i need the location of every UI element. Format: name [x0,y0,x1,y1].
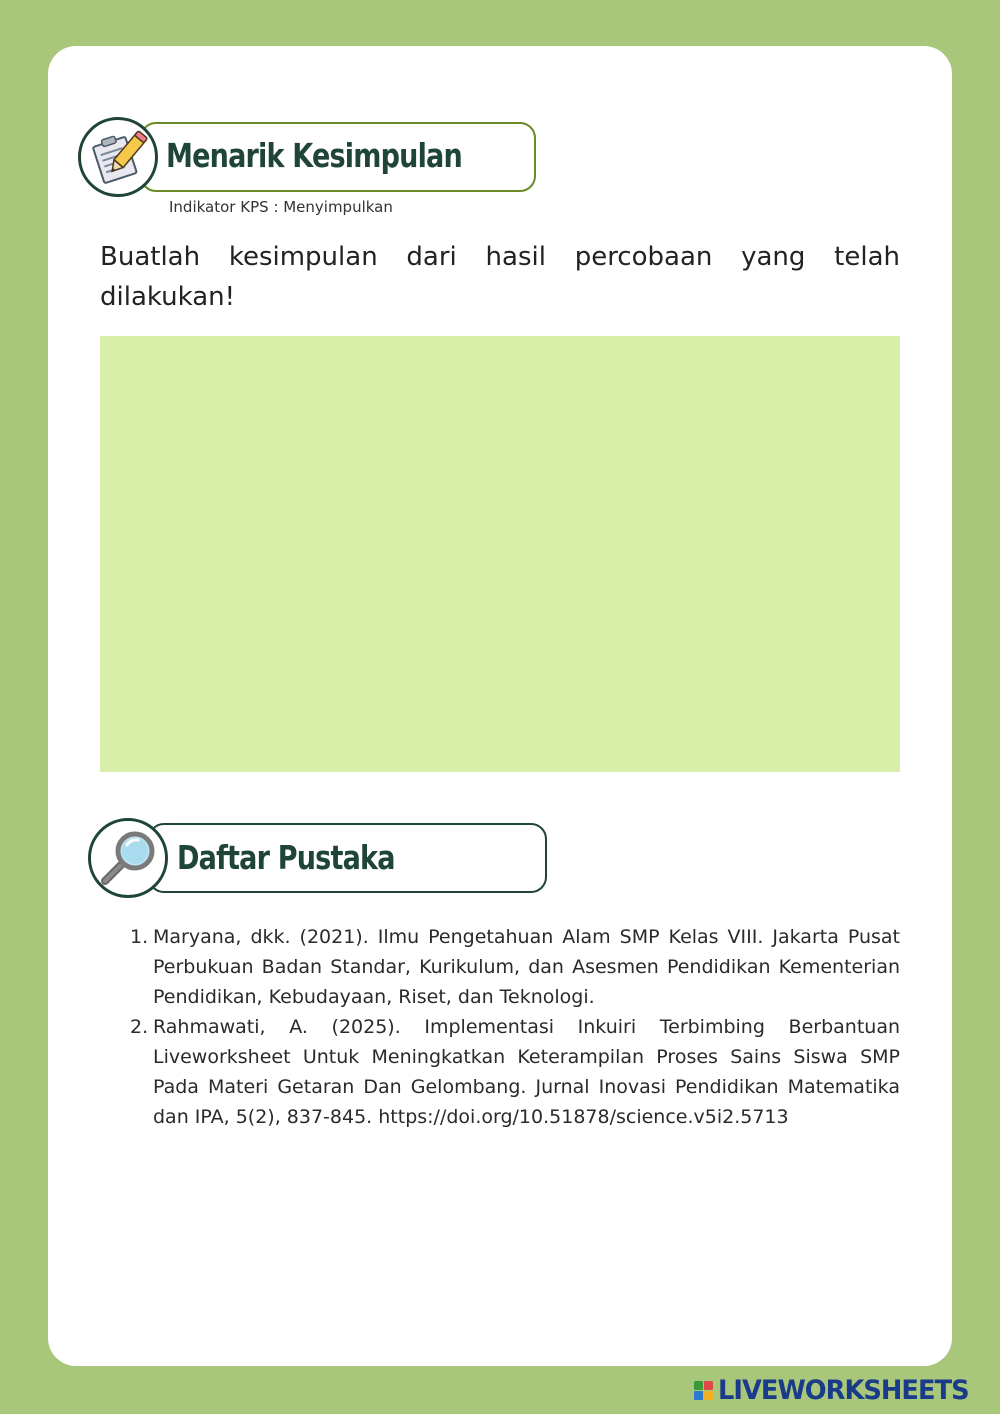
logo-cell [694,1391,703,1400]
reference-item [116,922,900,1012]
reference-number: 1. [130,926,149,948]
reference-item [116,1012,900,1132]
reference-number: 2. [130,1016,149,1038]
references-badge [88,818,168,898]
logo-text: LIVEWORKSHEETS [718,1374,969,1406]
conclusion-title: Menarik Kesimpulan [166,136,462,175]
reference-text: Maryana, dkk. (2021). Ilmu Pengetahuan Alam SMP Kelas VIII. Jakarta Pusat Perbukuan Badan Standar, Kurikulum, dan Asesmen Pendidikan Kementerian Pendidikan, Kebudayaan, Riset, dan Teknologi. [153,926,900,1008]
references-title: Daftar Pustaka [177,838,395,877]
reference-list [116,922,900,1132]
logo-cell [694,1381,703,1390]
kps-indicator: Indikator KPS : Menyimpulkan [169,198,393,216]
reference-text: Rahmawati, A. (2025). Implementasi Inkuiri Terbimbing Berbantuan Liveworksheet Untuk Meningkatkan Keterampilan Proses Sains Siswa SMP Pada Materi Getaran Dan Gelombang. Jurnal Inovasi Pendidikan Matematika dan IPA, 5(2), 837-845. https://doi.org/10.51878/science.v5i2.5713 [153,1016,900,1128]
logo-mark-icon [694,1381,713,1400]
conclusion-badge [78,117,158,197]
logo-cell [704,1391,713,1400]
magnifier-icon [91,821,165,895]
conclusion-prompt: Buatlah kesimpulan dari hasil percobaan yang telah dilakukan! [100,242,900,312]
conclusion-answer-input[interactable] [100,336,900,772]
logo-cell [704,1381,713,1390]
clipboard-pencil-icon [81,120,155,194]
liveworksheets-logo[interactable] [694,1374,982,1406]
